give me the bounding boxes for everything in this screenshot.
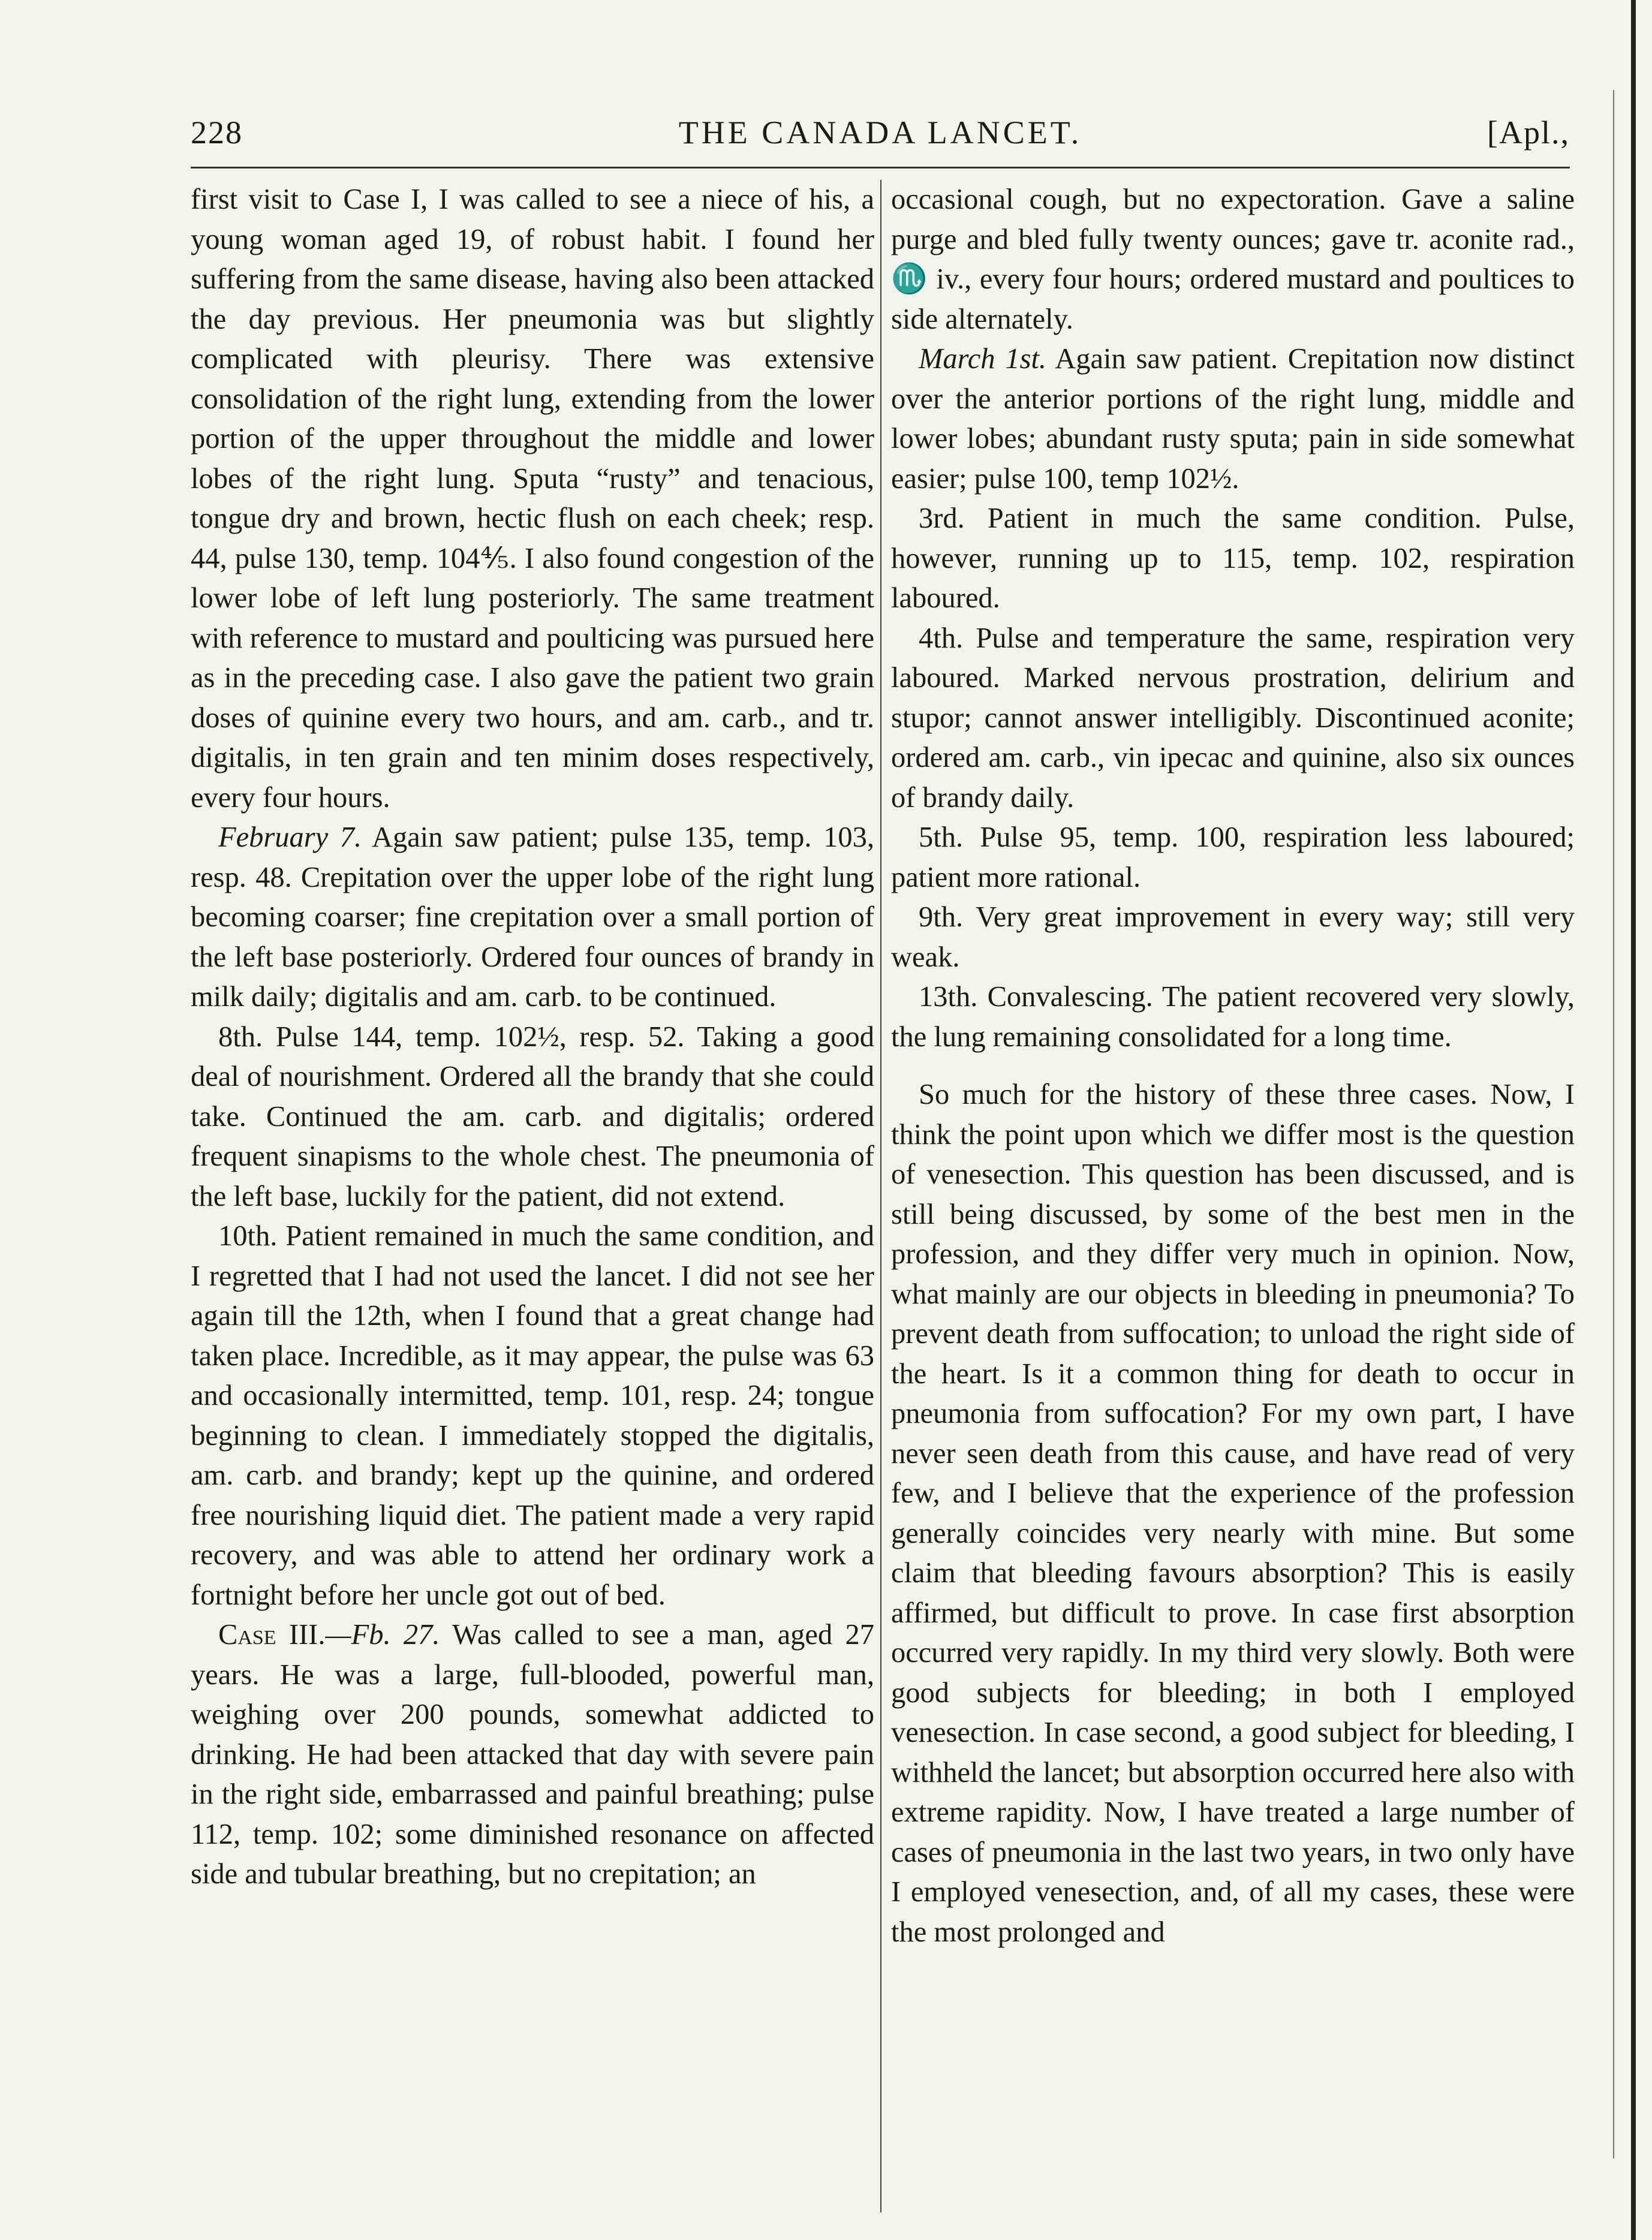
column-divider xyxy=(880,180,881,2212)
paragraph xyxy=(191,1017,874,1217)
header-rule xyxy=(191,167,1570,168)
paragraph xyxy=(891,977,1575,1057)
paragraph-text: Again saw patient; pulse 135, temp. 103, resp. 48. Crepitation over the upper lobe of the right lung becoming coarser; fine crepitation over a small portion of the left base posteriorly. Ordered four ounces of brandy in milk daily; digitalis and am. carb. to be continued. xyxy=(191,821,874,1013)
paragraph xyxy=(891,619,1575,818)
paragraph-text: first visit to Case I, I was called to see a niece of his, a young woman aged 19, of robust habit. I found her suffering from the same disease, having also been attacked the day previous. Her pneumonia was but slightly complicated with pleurisy. There was extensive consolidation of the right lung, extending from the lower portion of the upper throughout the middle and lower lobes of the right lung. Sputa “rusty” and tenacious, tongue dry and brown, hectic flush on each cheek; resp. 44, pulse 130, temp. 104⅘. I also found congestion of the lower lobe of left lung posteriorly. The same treatment with reference to mustard and poulticing was pursued here as in the preceding case. I also gave the patient two grain doses of quinine every two hours, and am. carb., and tr. digitalis, in ten grain and ten minim doses respectively, every four hours. xyxy=(191,183,874,814)
paragraph xyxy=(191,1217,874,1615)
issue-month: [Apl., xyxy=(1487,115,1570,150)
date-lead: —Fb. 27. xyxy=(325,1619,440,1651)
paragraph xyxy=(891,1075,1575,1952)
paragraph-text: occasional cough, but no expectoration. Gave a saline purge and bled fully twenty ounces; gave tr. aconite rad., ♏ iv., every four hours; ordered mustard and poultices to side alternately. xyxy=(891,183,1575,335)
paragraph xyxy=(891,339,1575,499)
paragraph-text: So much for the history of these three cases. Now, I think the point upon which we differ most is the question of venesection. This question has been discussed, and is still being discussed, by some of the best men in the profession, and they differ very much in opinion. Now, what mainly are our objects in bleeding in pneumonia? To prevent death from suffocation; to unload the right side of the heart. Is it a common thing for death to occur in pneumonia from suffocation? For my own part, I have never seen death from this cause, and have read of very few, and I believe that the experience of the profession generally coincides very nearly with mine. But some claim that bleeding favours absorption? This is easily affirmed, but difficult to prove. In case first absorption occurred very rapidly. In my third very slowly. Both were good subjects for bleeding; in both I employed venesection. In case second, a good subject for bleeding, I withheld the lancet; but absorption occurred here also with extreme rapidity. Now, I have treated a large number of cases of pneumonia in the last two years, in two only have I employed venesection, and, of all my cases, these were the most prolonged and xyxy=(891,1079,1575,1948)
paragraph-text: Was called to see a man, aged 27 years. He was a large, full-blooded, powerful man, weighing over 200 pounds, somewhat addicted to drinking. He had been attacked that day with severe pain in the right side, embarrassed and painful breathing; pulse 112, temp. 102; some diminished resonance on affected side and tubular breathing, but no crepitation; an xyxy=(191,1619,874,1890)
paragraph-text: 4th. Pulse and temperature the same, respiration very laboured. Marked nervous prostration, delirium and stupor; cannot answer intelligibly. Discontinued aconite; ordered am. carb., vin ipecac and quinine, also six ounces of brandy daily. xyxy=(891,622,1575,814)
paragraph-text: 10th. Patient remained in much the same condition, and I regretted that I had not used the lancet. I did not see her again till the 12th, when I found that a great change had taken place. Incredible, as it may appear, the pulse was 63 and occasionally intermitted, temp. 101, resp. 24; tongue beginning to clean. I immediately stopped the digitalis, am. carb. and brandy; kept up the quinine, and ordered free nourishing liquid diet. The patient made a very rapid recovery, and was able to attend her ordinary work a fortnight before her uncle got out of bed. xyxy=(191,1220,874,1611)
page-edge-shadow xyxy=(1613,90,1614,2158)
paragraph xyxy=(891,499,1575,619)
paragraph-text: 13th. Convalescing. The patient recovered very slowly, the lung remaining consolidated for a long time. xyxy=(891,981,1575,1053)
paragraph-text: 3rd. Patient in much the same condition. Pulse, however, running up to 115, temp. 102, respiration laboured. xyxy=(891,502,1575,614)
journal-title: THE CANADA LANCET. xyxy=(678,115,1082,150)
paragraph-text: 8th. Pulse 144, temp. 102½, resp. 52. Taking a good deal of nourishment. Ordered all the brandy that she could take. Continued the am. carb. and digitalis; ordered frequent sinapisms to the whole chest. The pneumonia of the left base, luckily for the patient, did not extend. xyxy=(191,1020,874,1212)
paragraph-text: 5th. Pulse 95, temp. 100, respiration less laboured; patient more rational. xyxy=(891,821,1575,893)
page-header xyxy=(191,114,1570,168)
case-heading: Case III. xyxy=(218,1619,326,1651)
paragraph xyxy=(891,898,1575,977)
date-lead: March 1st. xyxy=(919,343,1047,375)
paragraph xyxy=(191,180,874,818)
paragraph-text: Again saw patient. Crepitation now distinct over the anterior portions of the right lung, middle and lower lobes; abundant rusty sputa; pain in side somewhat easier; pulse 100, temp 102½. xyxy=(891,343,1575,495)
paragraph-text: 9th. Very great improvement in every way; still very weak. xyxy=(891,901,1575,973)
paragraph xyxy=(891,818,1575,898)
left-column xyxy=(191,180,874,1895)
date-lead: February 7. xyxy=(218,821,362,853)
page-edge xyxy=(1631,0,1636,2240)
paragraph xyxy=(191,1615,874,1895)
page-number: 228 xyxy=(191,115,243,150)
right-column xyxy=(891,180,1575,1952)
paragraph xyxy=(891,180,1575,339)
paragraph xyxy=(191,818,874,1017)
